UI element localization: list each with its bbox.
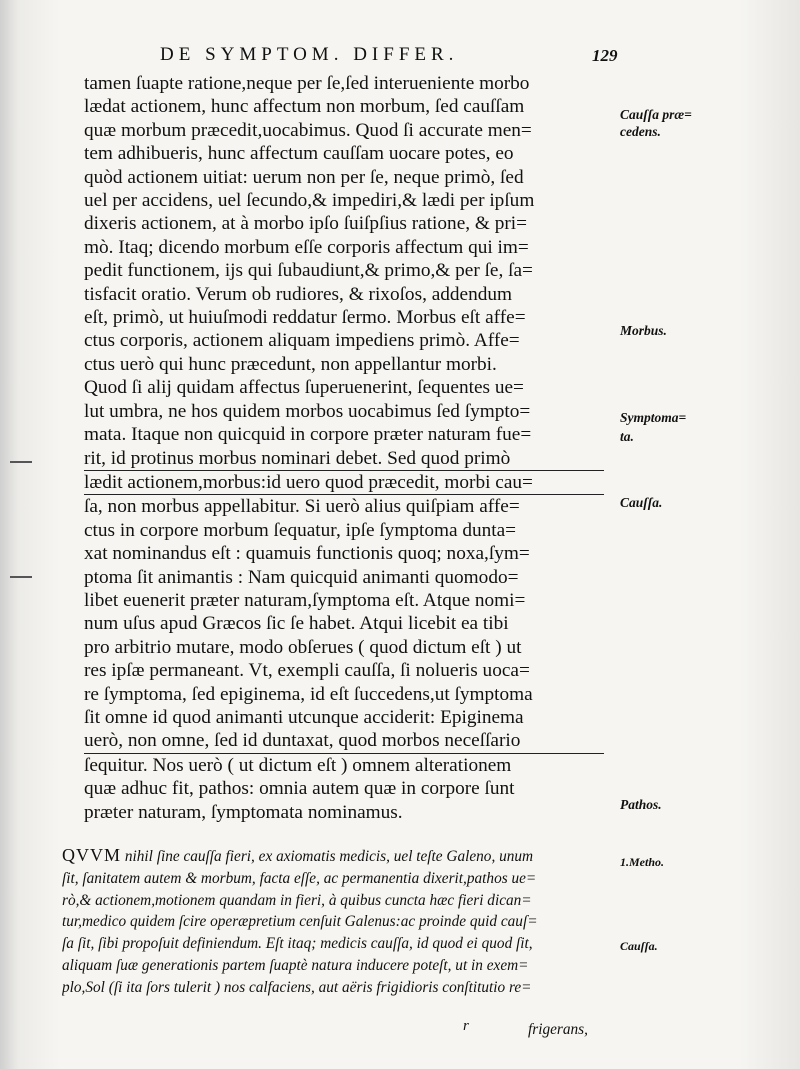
running-head: DE SYMPTOM. DIFFER. [160, 44, 459, 65]
commentary-line: rò,& actionem,motionem quandam in fieri, à quibus cuncta hæc fieri dican= [62, 891, 532, 909]
text-line: lut umbra, ne hos quidem morbos uocabimus ſed ſympto= [84, 400, 531, 422]
commentary-block [62, 845, 602, 999]
text-line: quæ adhuc fit, pathos: omnia autem quæ in corpore ſunt [84, 778, 515, 800]
text-line: ctus corporis, actionem aliquam impediens primò. Affe= [84, 330, 520, 352]
text-line: ptoma ſit animantis : Nam quicquid animanti quomodo= [84, 566, 519, 588]
commentary-line: aliquam ſuæ generationis partem ſuaptè natura inducere poteſt, ut in exem= [62, 956, 529, 974]
text-line: pro arbitrio mutare, modo obſerues ( quod dictum eſt ) ut [84, 636, 522, 658]
text-line: lædat actionem, hunc affectum non morbum, ſed cauſſam [84, 96, 525, 118]
text-line-underlined: lædit actionem,morbus:id uero quod præcedit, morbi cau= [84, 471, 604, 495]
text-line: quòd actionem uitiat: uerum non per ſe, neque primò, ſed [84, 166, 524, 188]
text-line-underlined: mata. Itaque non quicquid in corpore præter naturam fue= [84, 424, 532, 446]
text-line: tisfacit oratio. Verum ob rudiores, & rixoſos, addendum [84, 283, 513, 305]
text-line-underlined: uerò, non omne, ſed id duntaxat, quod morbos neceſſario [84, 729, 604, 753]
text-line-underlined: rit, id protinus morbus nominari debet. Sed quod primò [84, 447, 604, 471]
text-line: num uſus apud Græcos ſic ſe habet. Atqui licebit ea tibi [84, 613, 509, 635]
margin-note: Cauſſa. [620, 495, 663, 510]
margin-note: Morbus. [620, 323, 667, 338]
margin-note: cedens. [620, 124, 661, 139]
text-line: eſt, primò, ut huiuſmodi reddatur ſermo. Morbus eſt affe= [84, 307, 526, 329]
signature-mark: r [463, 1018, 469, 1034]
page-number: 129 [592, 46, 618, 65]
margin-mark [10, 461, 32, 463]
text-line: dixeris actionem, at à morbo ipſo ſuiſpſius ratione, & pri= [84, 213, 528, 235]
commentary-line: plo,Sol (ſi ita ſors tulerit ) nos calfaciens, aut aëris frigidioris conſtitutio re= [62, 978, 532, 996]
margin-mark [10, 576, 32, 578]
text-line: mò. Itaq; dicendo morbum eſſe corporis affectum qui im= [84, 236, 529, 258]
text-line: ctus in corpore morbum ſequatur, ipſe ſymptoma dunta= [84, 519, 517, 541]
text-line: ſequitur. Nos uerò ( ut dictum eſt ) omnem alterationem [84, 754, 512, 776]
commentary-line [62, 845, 602, 868]
text-line: tem adhibueris, hunc affectum cauſſam uocare potes, eo [84, 143, 514, 165]
margin-note: 1.Metho. [620, 855, 665, 869]
margin-note: ta. [620, 429, 634, 444]
commentary-line: ſit, ſanitatem autem & morbum, facta eſſe, ac permanentia dixerit,pathos ue= [62, 869, 537, 887]
commentary-line-text: nihil ſine cauſſa fieri, ex axiomatis medicis, uel teſte Galeno, unum [121, 848, 534, 865]
margin-note: Pathos. [620, 797, 662, 812]
text-line: pedit functionem, ijs qui ſubaudiunt,& primo,& per ſe, ſa= [84, 260, 533, 282]
text-line-underlined: ſit omne id quod animanti utcunque acciderit: Epiginema [84, 706, 524, 728]
text-line-underlined: xat nominandus eſt : quamuis functionis quoq; noxa,ſym= [84, 543, 530, 565]
text-line: re ſymptoma, ſed epiginema, id eſt ſuccedens,ut ſymptoma [84, 683, 533, 705]
main-text-block [84, 72, 604, 824]
text-line: uel per accidens, uel ſecundo,& impediri,& lædi per ipſum [84, 190, 535, 212]
text-line: tamen ſuapte ratione,neque per ſe,ſed interueniente morbo [84, 73, 530, 94]
catchword: frigerans, [528, 1021, 588, 1038]
margin-note: Symptoma= [620, 410, 687, 425]
commentary-lead-word: QVVM [62, 845, 122, 865]
text-line: præter naturam, ſymptomata nominamus. [84, 801, 403, 823]
text-line: libet euenerit præter naturam,ſymptoma eſt. Atque nomi= [84, 589, 526, 611]
text-line: ctus uerò qui hunc præcedunt, non appellantur morbi. [84, 353, 497, 375]
commentary-line: tur,medico quidem ſcire operæpretium cenſuit Galenus:ac proinde quid cauſ= [62, 913, 538, 931]
commentary-line: ſa ſit, ſibi propoſuit definiendum. Eſt itaq; medicis cauſſa, id quod ei quod ſit, [62, 935, 533, 953]
text-line: quæ morbum præcedit,uocabimus. Quod ſi accurate men= [84, 119, 532, 141]
text-line-underlined: res ipſæ permaneant. Vt, exempli cauſſa, ſi nolueris uoca= [84, 660, 530, 682]
text-line-underlined: ſa, non morbus appellabitur. Si uerò alius quiſpiam affe= [84, 496, 520, 518]
margin-note: Cauſſa præ= [620, 107, 692, 122]
text-line: Quod ſi alij quidam affectus ſuperuenerint, ſequentes ue= [84, 377, 524, 399]
margin-note: Cauſſa. [620, 939, 658, 953]
